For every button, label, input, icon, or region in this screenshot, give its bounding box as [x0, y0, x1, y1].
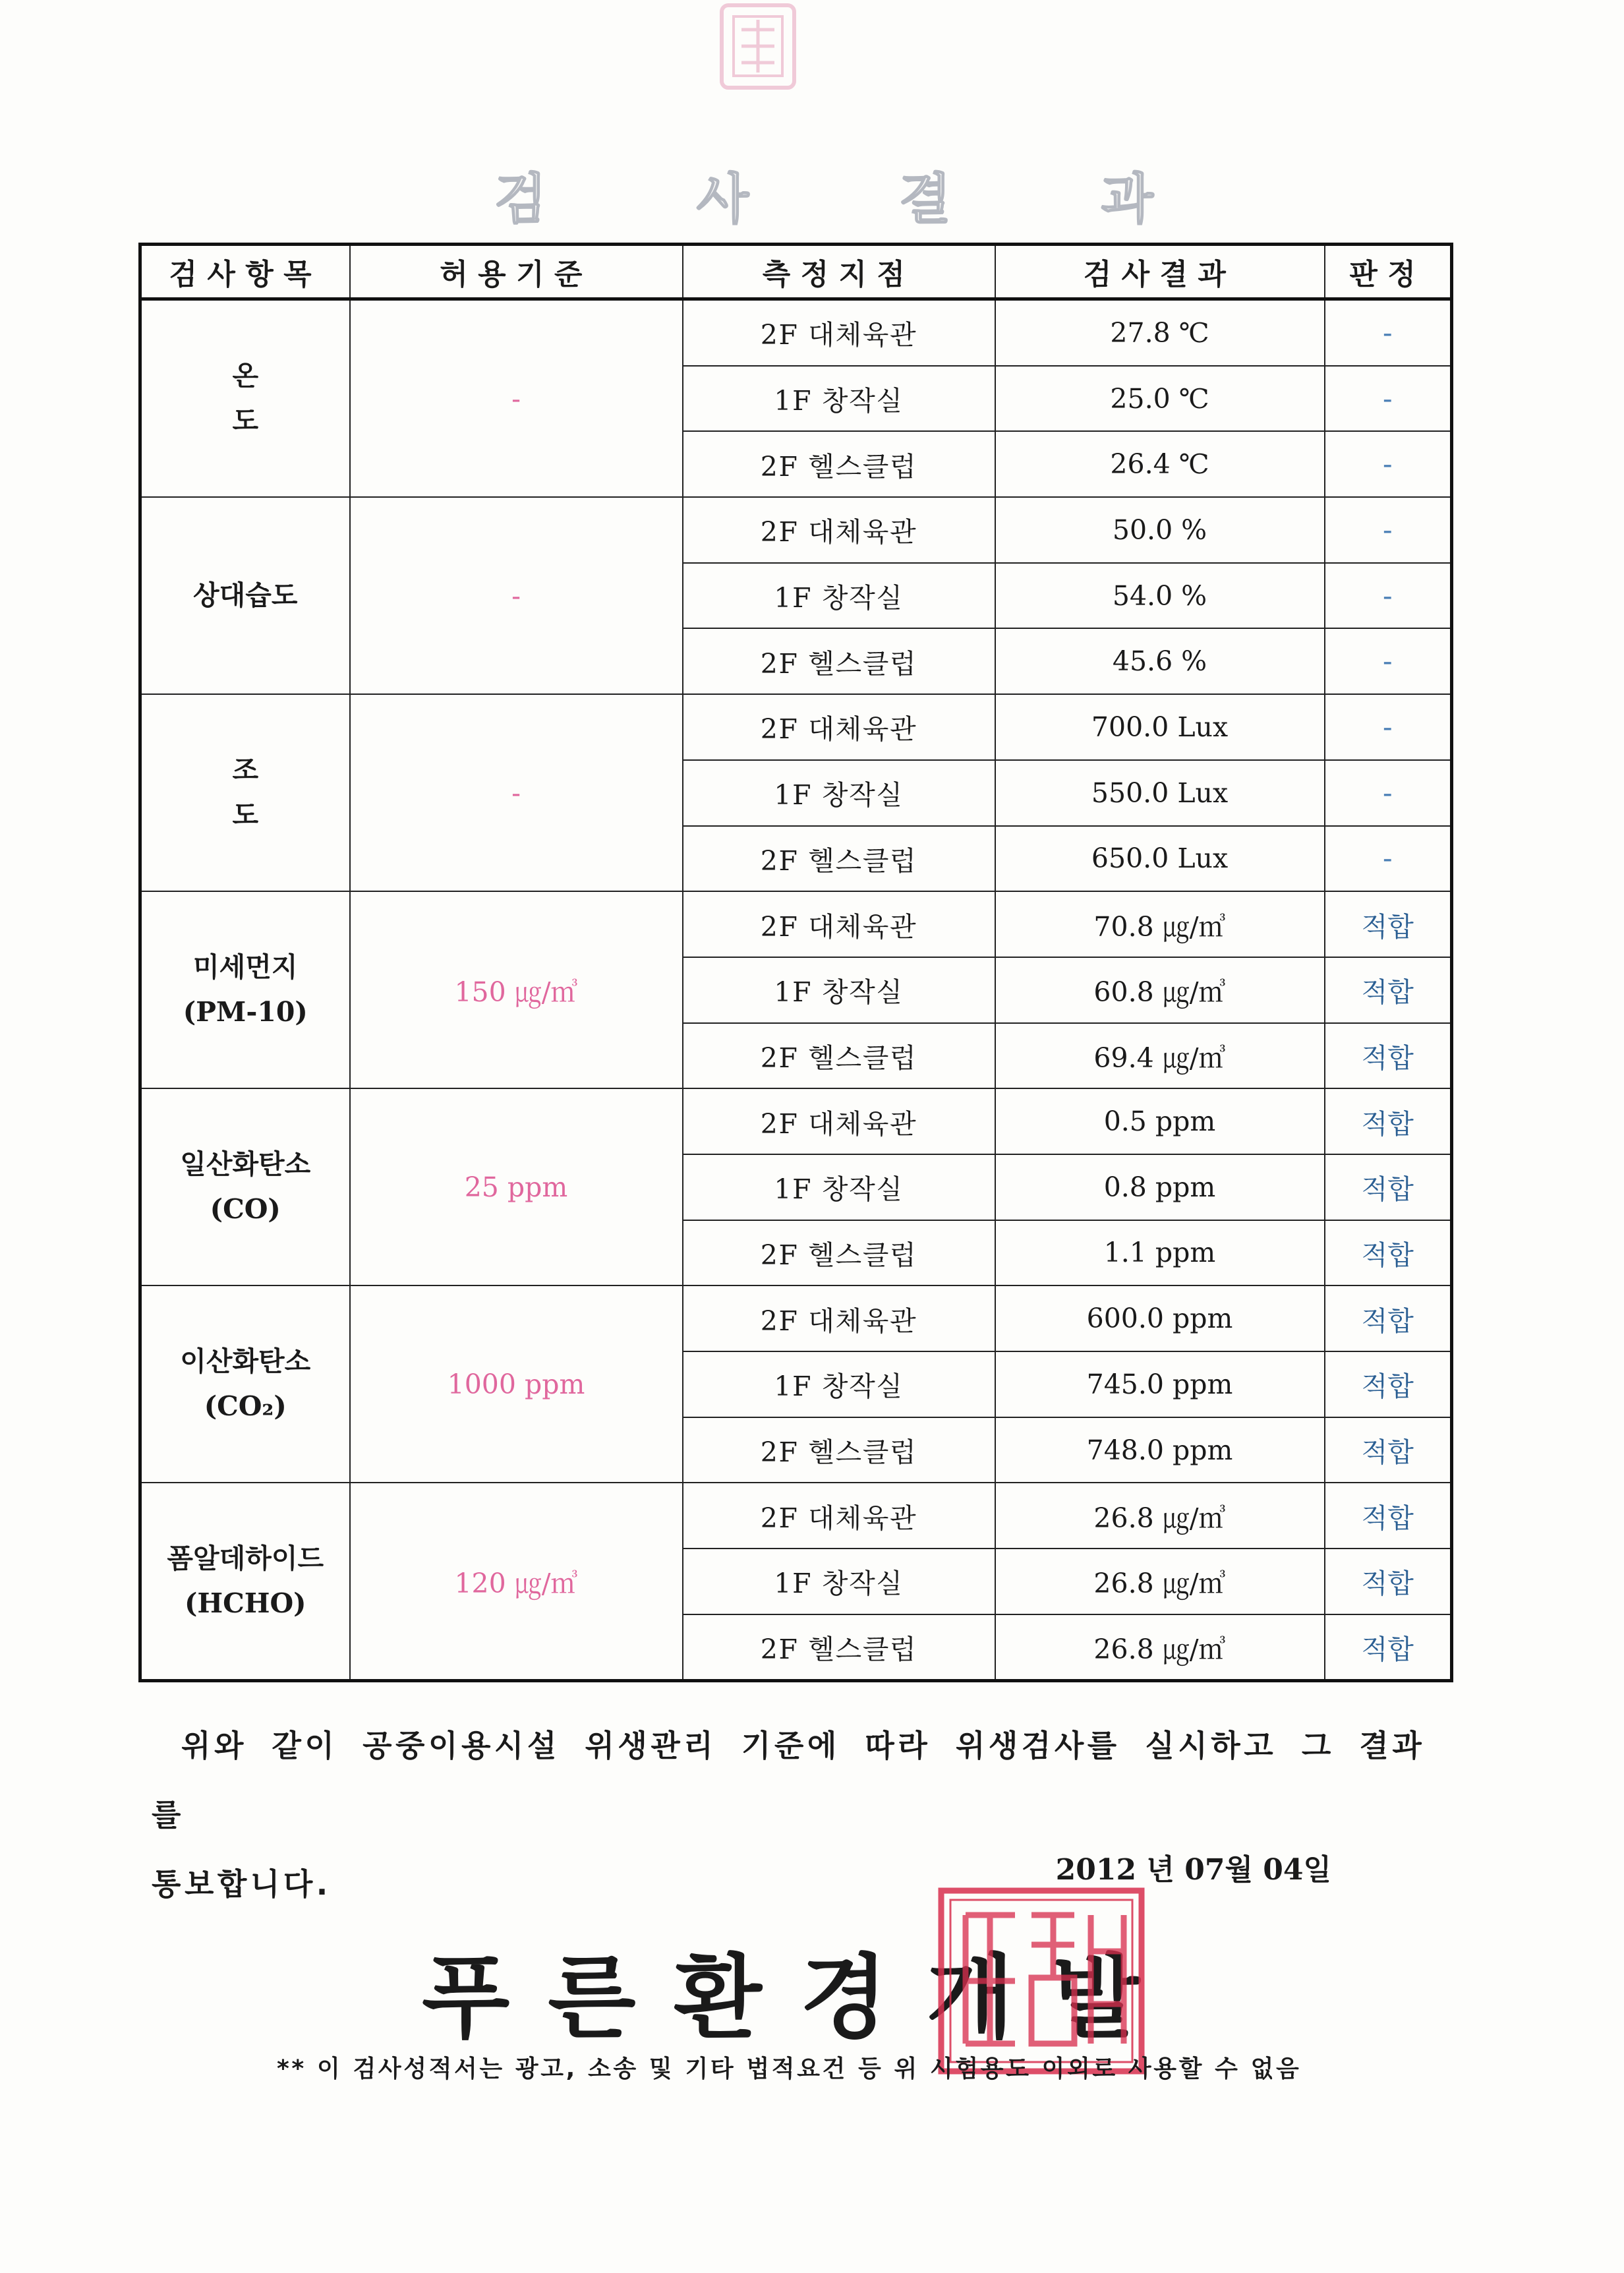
- company-seal-stamp-icon: [936, 1885, 1147, 2077]
- cell-result: 26.8 ㎍/㎥: [995, 1614, 1325, 1681]
- cell-judgement: 적합: [1325, 1285, 1452, 1351]
- cell-item: [140, 694, 350, 891]
- cell-judgement: -: [1325, 497, 1452, 563]
- cell-result: 26.4 ℃: [995, 431, 1325, 497]
- cell-location: 2F 대체육관: [683, 1285, 995, 1351]
- top-seal-stamp-icon: [709, 0, 807, 99]
- cell-result: 600.0 ppm: [995, 1285, 1325, 1351]
- title-char: 결: [898, 167, 952, 231]
- cell-item: [140, 891, 350, 1088]
- cell-judgement: -: [1325, 563, 1452, 629]
- cell-standard: 1000 ppm: [350, 1285, 683, 1483]
- header-judgement: 판정: [1325, 245, 1452, 299]
- item-code: (CO₂): [204, 1390, 287, 1422]
- cell-location: 2F 대체육관: [683, 1483, 995, 1549]
- header-standard: 허용기준: [350, 245, 683, 299]
- notice-line-2: 통보합니다.: [152, 1866, 332, 1902]
- cell-judgement: -: [1325, 760, 1452, 826]
- cell-item: [140, 1088, 350, 1285]
- cell-standard: 150 ㎍/㎥: [350, 891, 683, 1088]
- cell-judgement: 적합: [1325, 1549, 1452, 1614]
- cell-judgement: 적합: [1325, 1023, 1452, 1089]
- cell-judgement: 적합: [1325, 1417, 1452, 1483]
- cell-item: [140, 497, 350, 694]
- item-code: (HCHO): [184, 1587, 306, 1619]
- item-name: 조 도: [232, 754, 302, 831]
- cell-location: 2F 헬스클럽: [683, 431, 995, 497]
- title-char: 과: [1101, 167, 1153, 231]
- cell-location: 2F 대체육관: [683, 891, 995, 957]
- table-header-row: [140, 245, 1452, 299]
- notice-line-1: 위와 같이 공중이용시설 위생관리 기준에 따라 위생검사를 실시하고 그 결과를: [152, 1728, 1426, 1833]
- cell-judgement: -: [1325, 694, 1452, 760]
- cell-item: [140, 299, 350, 498]
- cell-standard: -: [350, 497, 683, 694]
- cell-result: 60.8 ㎍/㎥: [995, 957, 1325, 1023]
- item-code: (PM-10): [183, 995, 308, 1028]
- title-char: 사: [696, 167, 749, 231]
- cell-judgement: 적합: [1325, 891, 1452, 957]
- item-name: 일산화탄소: [180, 1148, 311, 1181]
- cell-location: 1F 창작실: [683, 957, 995, 1023]
- cell-location: 1F 창작실: [683, 1549, 995, 1614]
- inspection-results-table: [138, 243, 1453, 1682]
- cell-location: 2F 헬스클럽: [683, 1614, 995, 1681]
- cell-result: 25.0 ℃: [995, 366, 1325, 432]
- table-row: [140, 1088, 1452, 1154]
- item-name: 폼알데하이드: [167, 1543, 324, 1575]
- item-name: 미세먼지: [193, 951, 298, 984]
- cell-location: 1F 창작실: [683, 563, 995, 629]
- cell-judgement: -: [1325, 431, 1452, 497]
- title-char: 검: [494, 167, 547, 231]
- cell-location: 1F 창작실: [683, 366, 995, 432]
- cell-result: 54.0 %: [995, 563, 1325, 629]
- cell-location: 2F 대체육관: [683, 497, 995, 563]
- table-body: [140, 299, 1452, 1681]
- cell-location: 2F 대체육관: [683, 694, 995, 760]
- cell-standard: 25 ppm: [350, 1088, 683, 1285]
- item-name: 상대습도: [193, 579, 298, 611]
- cell-judgement: -: [1325, 826, 1452, 892]
- cell-judgement: 적합: [1325, 1220, 1452, 1286]
- cell-location: 1F 창작실: [683, 1154, 995, 1220]
- cell-judgement: 적합: [1325, 1351, 1452, 1417]
- cell-judgement: -: [1325, 366, 1452, 432]
- cell-judgement: -: [1325, 299, 1452, 366]
- cell-judgement: 적합: [1325, 957, 1452, 1023]
- item-name: 이산화탄소: [180, 1345, 311, 1378]
- table-row: [140, 1483, 1452, 1549]
- table-row: [140, 694, 1452, 760]
- header-item: 검사항목: [140, 245, 350, 299]
- cell-location: 2F 헬스클럽: [683, 1220, 995, 1286]
- footnote: ** 이 검사성적서는 광고, 소송 및 기타 법적요건 등 위 시험용도 이외로 사용할 수 없음: [277, 2055, 1302, 2082]
- cell-judgement: 적합: [1325, 1483, 1452, 1549]
- cell-result: 50.0 %: [995, 497, 1325, 563]
- cell-result: 69.4 ㎍/㎥: [995, 1023, 1325, 1089]
- issue-date: 2012 년 07월 04일: [1055, 1853, 1331, 1887]
- cell-judgement: 적합: [1325, 1154, 1452, 1220]
- cell-result: 70.8 ㎍/㎥: [995, 891, 1325, 957]
- cell-result: 0.8 ppm: [995, 1154, 1325, 1220]
- cell-location: 2F 헬스클럽: [683, 826, 995, 892]
- item-code: (CO): [210, 1193, 281, 1225]
- table-row: [140, 1285, 1452, 1351]
- cell-standard: 120 ㎍/㎥: [350, 1483, 683, 1681]
- item-name: 온 도: [232, 359, 302, 436]
- cell-location: 1F 창작실: [683, 1351, 995, 1417]
- cell-standard: -: [350, 694, 683, 891]
- header-location: 측정지점: [683, 245, 995, 299]
- table-row: [140, 299, 1452, 366]
- cell-item: [140, 1483, 350, 1681]
- cell-item: [140, 1285, 350, 1483]
- table-row: [140, 891, 1452, 957]
- cell-location: 2F 헬스클럽: [683, 1023, 995, 1089]
- cell-result: 27.8 ℃: [995, 299, 1325, 366]
- cell-result: 26.8 ㎍/㎥: [995, 1549, 1325, 1614]
- table-row: [140, 497, 1452, 563]
- cell-result: 748.0 ppm: [995, 1417, 1325, 1483]
- cell-result: 1.1 ppm: [995, 1220, 1325, 1286]
- cell-result: 0.5 ppm: [995, 1088, 1325, 1154]
- document-title: [395, 152, 1252, 237]
- cell-location: 2F 헬스클럽: [683, 1417, 995, 1483]
- cell-location: 2F 대체육관: [683, 1088, 995, 1154]
- cell-judgement: 적합: [1325, 1614, 1452, 1681]
- header-result: 검사결과: [995, 245, 1325, 299]
- cell-result: 45.6 %: [995, 628, 1325, 694]
- cell-result: 550.0 Lux: [995, 760, 1325, 826]
- cell-result: 745.0 ppm: [995, 1351, 1325, 1417]
- cell-judgement: -: [1325, 628, 1452, 694]
- cell-result: 26.8 ㎍/㎥: [995, 1483, 1325, 1549]
- cell-result: 650.0 Lux: [995, 826, 1325, 892]
- cell-result: 700.0 Lux: [995, 694, 1325, 760]
- cell-location: 1F 창작실: [683, 760, 995, 826]
- cell-judgement: 적합: [1325, 1088, 1452, 1154]
- company-name: 푸른환경개발: [422, 1945, 1178, 2051]
- cell-standard: -: [350, 299, 683, 498]
- cell-location: 2F 대체육관: [683, 299, 995, 366]
- cell-location: 2F 헬스클럽: [683, 628, 995, 694]
